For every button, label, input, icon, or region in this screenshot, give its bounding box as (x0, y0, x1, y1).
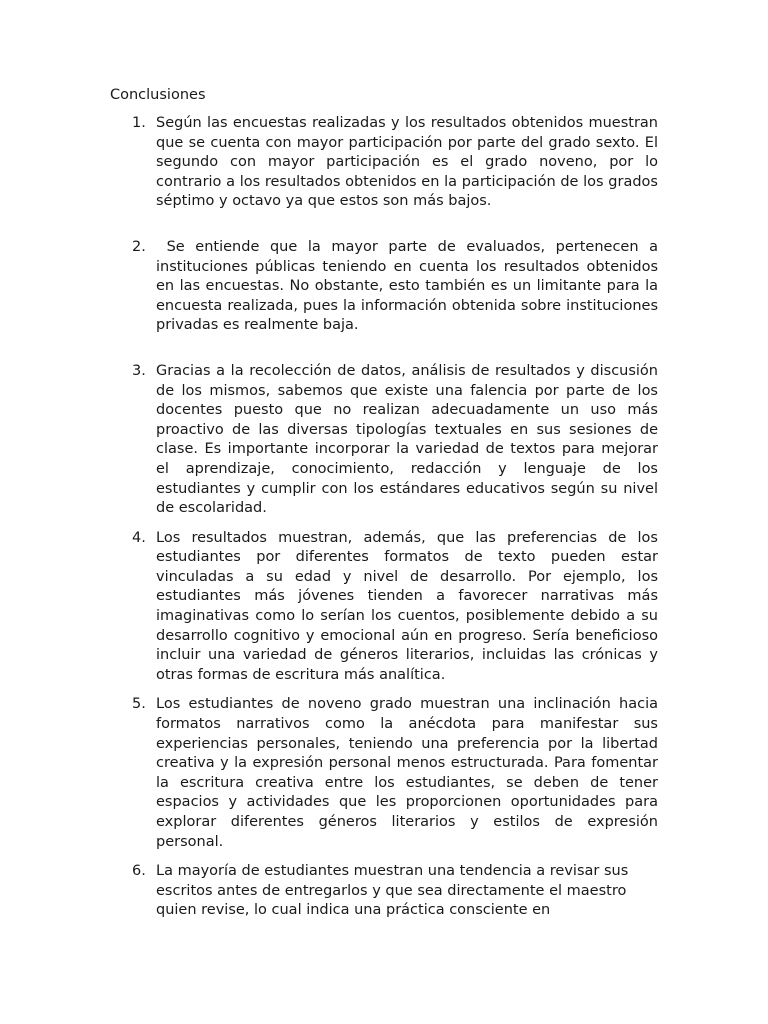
item-number: 5. (132, 696, 146, 713)
conclusion-list (132, 114, 663, 921)
item-text: Los estudiantes de noveno grado muestran una inclinación hacia formatos narrativos como la anécdota para manifestar sus experiencias personales, teniendo una preferencia por la libertad creativa y la expresión personal menos estructurada. Para fomentar la escritura creativa entre los estudiantes, se deben de tener espacios y actividades que les proporcionen oportunidades para explorar diferentes géneros literarios y estilos de expresión personal. (156, 696, 658, 850)
list-item (132, 114, 658, 212)
list-item (132, 362, 658, 519)
item-text: La mayoría de estudiantes muestran una tendencia a revisar sus escritos antes de entregarlos y que sea directamente el maestro quien revise, lo cual indica una práctica consciente en (156, 863, 629, 919)
item-number: 1. (132, 115, 146, 131)
list-item (132, 862, 658, 921)
item-text: Los resultados muestran, además, que las preferencias de los estudiantes por diferentes formatos de texto pueden estar vinculadas a su edad y nivel de desarrollo. Por ejemplo, los estudiantes más jóvenes tienden a favorecer narrativas más imaginativas como lo serían los cuentos, posiblemente debido a su desarrollo cognitivo y emocional aún en progreso. Sería beneficioso incluir una variedad de géneros literarios, incluidas las crónicas y otras formas de escritura más analítica. (156, 529, 658, 683)
item-text: Según las encuestas realizadas y los resultados obtenidos muestran que se cuenta con mayor participación por parte del grado sexto. El segundo con mayor participación es el grado noveno, por lo contrario a los resultados obtenidos en la participación de los grados séptimo y octavo ya que estos son más bajos. (156, 115, 658, 210)
list-item (132, 529, 658, 686)
item-text: Se entiende que la mayor parte de evaluados, pertenecen a instituciones públicas teniendo en cuenta los resultados obtenidos en las encuestas. No obstante, esto también es un limitante para la encuesta realizada, pues la información obtenida sobre instituciones privadas es realmente baja. (156, 238, 663, 334)
item-number: 2. (132, 238, 146, 255)
item-text: Gracias a la recolección de datos, análisis de resultados y discusión de los mismos, sabemos que existe una falencia por parte de los docentes puesto que no realizan adecuadamente un uso más proactivo de las diversas tipologías textuales en sus sesiones de clase. Es importante incorporar la variedad de textos para mejorar el aprendizaje, conocimiento, redacción y lenguaje de los estudiantes y cumplir con los estándares educativos según su nivel de escolaridad. (156, 362, 658, 517)
item-number: 6. (132, 863, 146, 880)
list-item (132, 238, 663, 336)
list-item (132, 695, 658, 852)
item-number: 3. (132, 362, 146, 379)
page-title: Conclusiones (110, 87, 206, 103)
item-number: 4. (132, 529, 146, 546)
